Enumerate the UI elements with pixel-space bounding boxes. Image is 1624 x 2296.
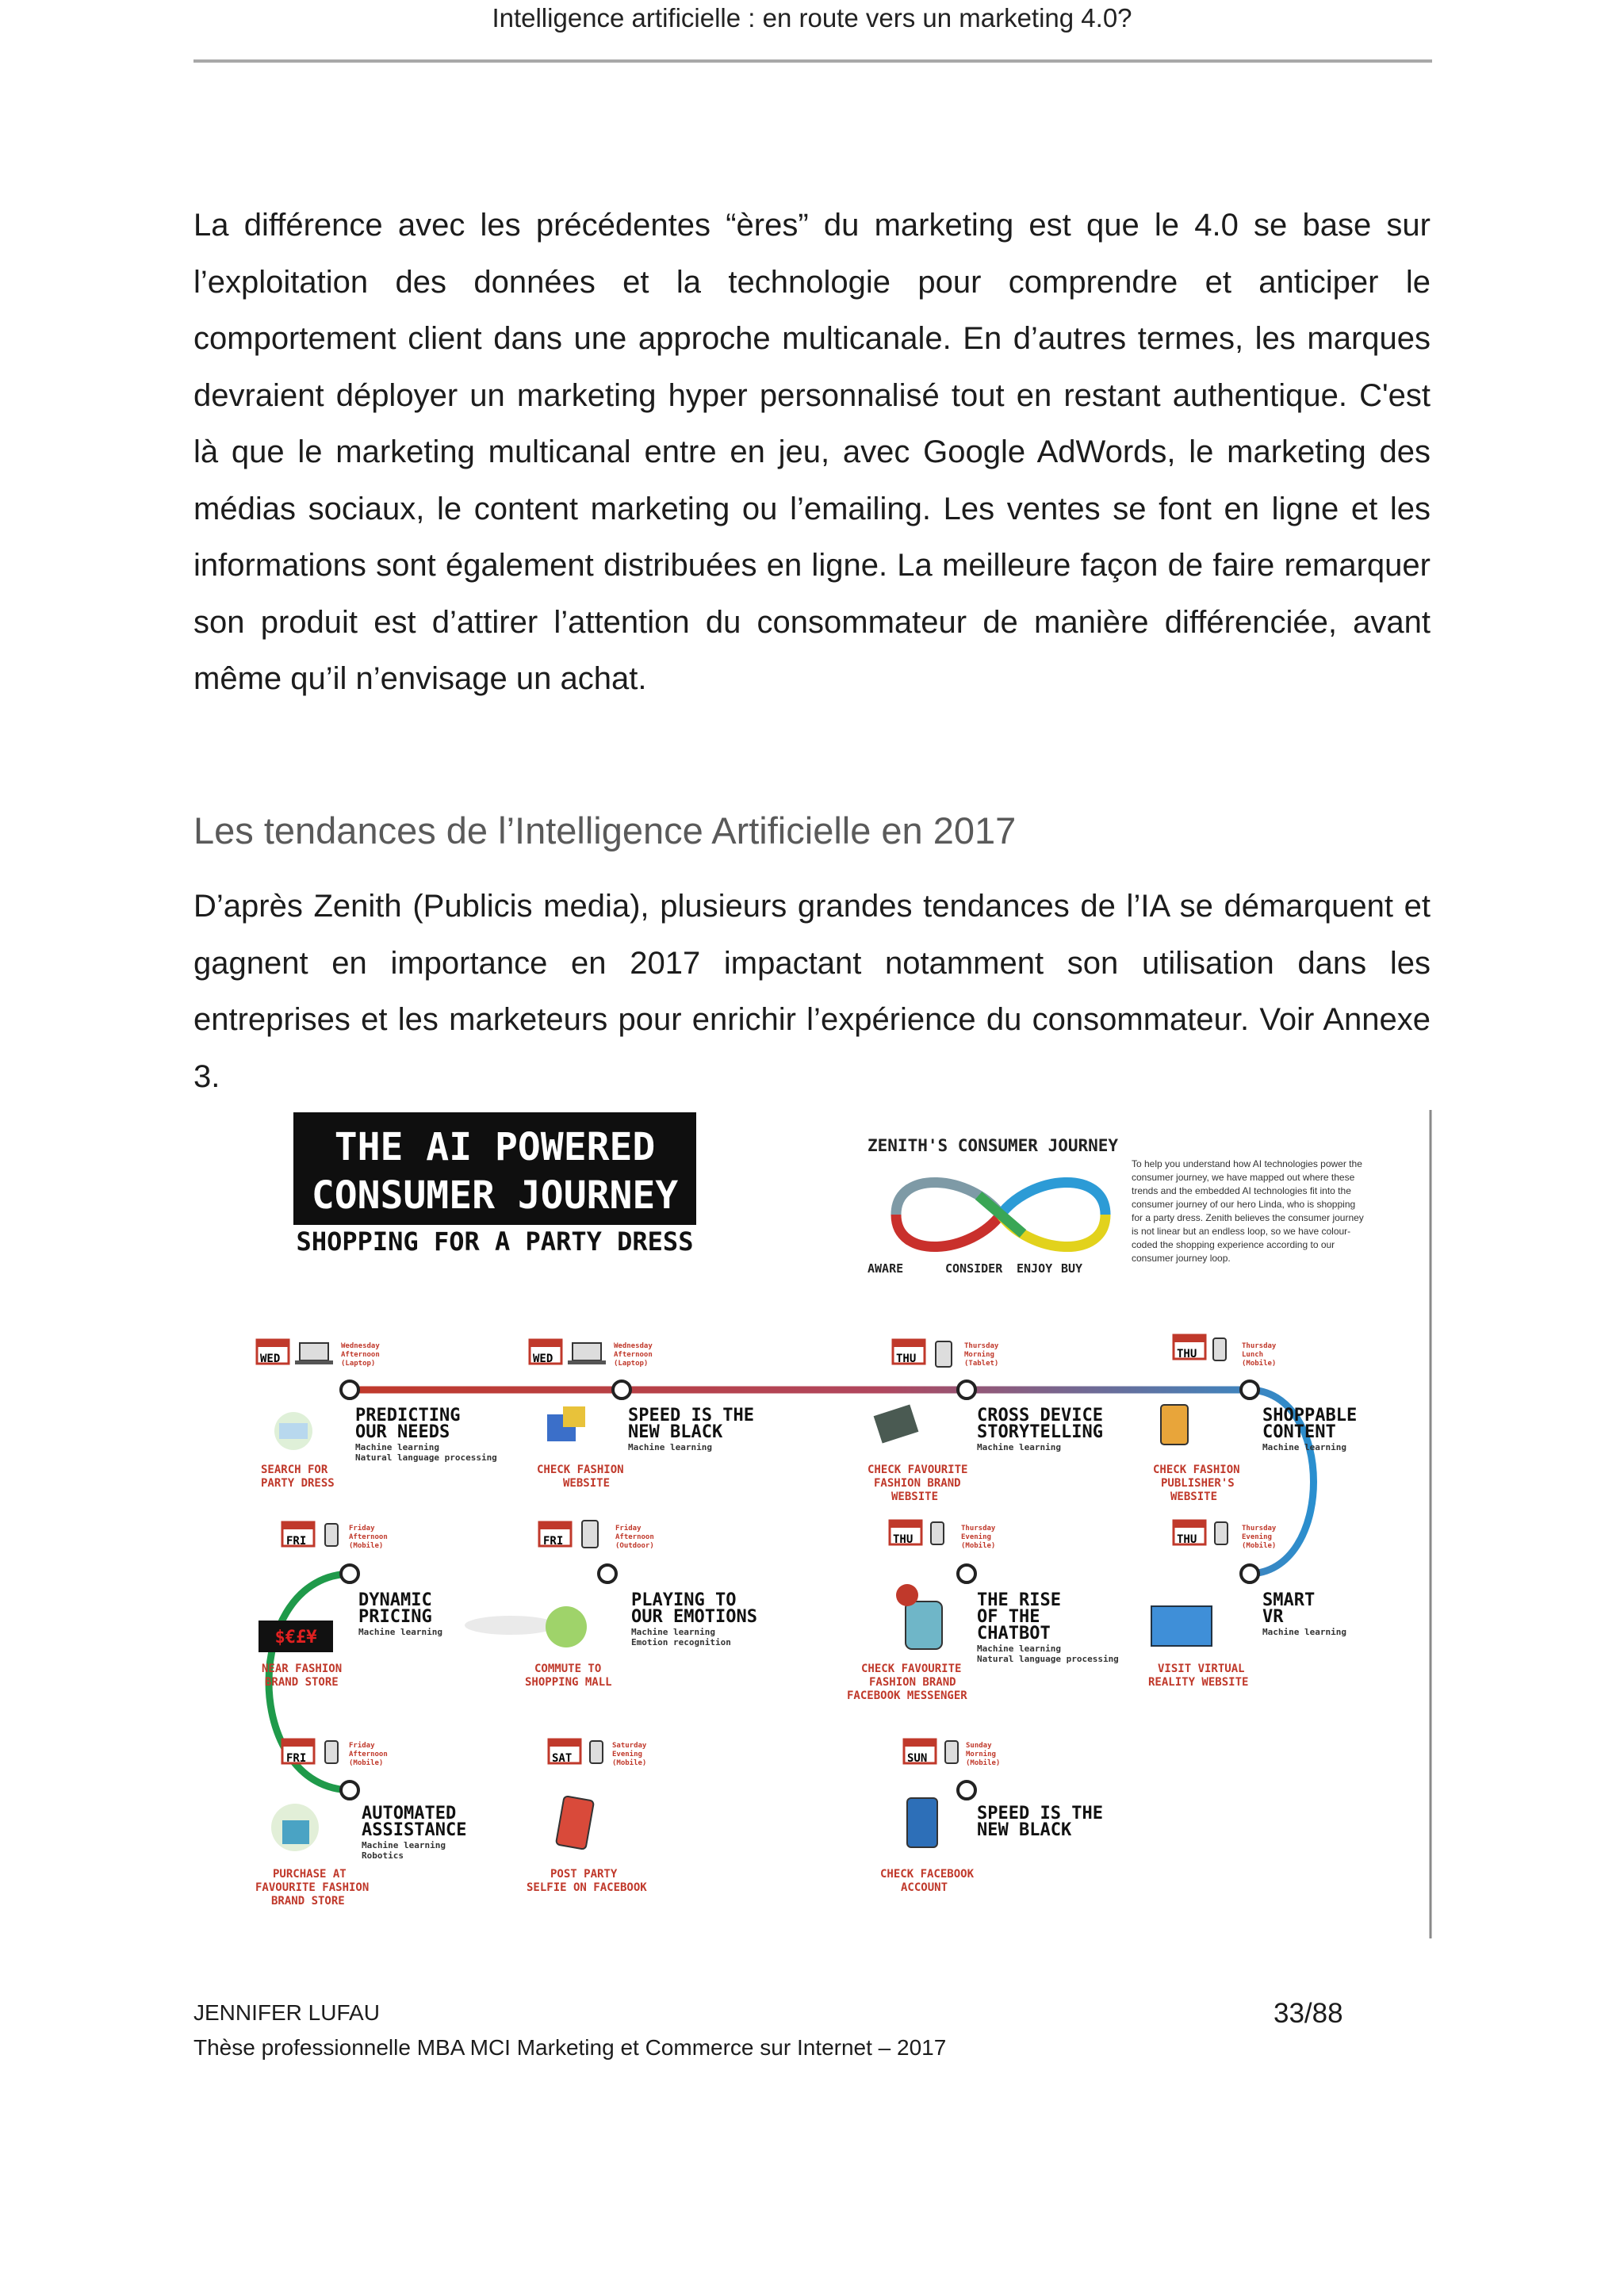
svg-text:CHECK FASHION: CHECK FASHION <box>1153 1464 1240 1476</box>
svg-text:PURCHASE AT: PURCHASE AT <box>273 1868 347 1881</box>
svg-text:(Tablet): (Tablet) <box>964 1360 999 1368</box>
svg-text:PLAYING TO: PLAYING TO <box>631 1590 737 1610</box>
svg-text:THU: THU <box>1177 1348 1197 1360</box>
svg-text:FAVOURITE FASHION: FAVOURITE FASHION <box>255 1881 370 1894</box>
svg-text:Machine learning: Machine learning <box>977 1644 1061 1654</box>
svg-text:BRAND STORE: BRAND STORE <box>265 1676 339 1689</box>
loop-label-consider: CONSIDER <box>945 1261 1003 1276</box>
svg-text:consumer journey of our hero L: consumer journey of our hero Linda, who is shopping <box>1132 1199 1356 1210</box>
svg-text:PARTY DRESS: PARTY DRESS <box>261 1477 335 1490</box>
svg-text:NEW BLACK: NEW BLACK <box>628 1422 723 1442</box>
loop-label-aware: AWARE <box>868 1261 904 1276</box>
step-speed-new-black-2 <box>880 1739 1103 1894</box>
chatbot-robot-icon <box>906 1601 942 1649</box>
svg-text:Natural language processing: Natural language processing <box>977 1654 1119 1664</box>
svg-text:SHOPPABLE: SHOPPABLE <box>1262 1406 1358 1425</box>
journey-node <box>341 1381 358 1399</box>
loop-label-buy: BUY <box>1061 1261 1083 1276</box>
svg-text:FASHION BRAND: FASHION BRAND <box>874 1477 961 1490</box>
infographic-subtitle: SHOPPING FOR A PARTY DRESS <box>296 1226 694 1257</box>
mobile-icon <box>1215 1522 1228 1544</box>
journey-node <box>958 1781 975 1799</box>
svg-text:Saturday: Saturday <box>612 1742 647 1750</box>
step-speed-new-black-1 <box>530 1340 754 1490</box>
selfie-phone-icon <box>556 1796 594 1850</box>
journey-node <box>341 1781 358 1799</box>
step-post-selfie <box>527 1739 647 1894</box>
svg-text:CHATBOT: CHATBOT <box>977 1624 1051 1644</box>
svg-text:Natural language processing: Natural language processing <box>355 1452 497 1463</box>
svg-text:NEAR FASHION: NEAR FASHION <box>262 1663 343 1675</box>
svg-text:Thursday: Thursday <box>964 1342 999 1350</box>
svg-text:(Mobile): (Mobile) <box>349 1542 384 1550</box>
svg-text:Evening: Evening <box>961 1533 991 1541</box>
mobile-icon <box>945 1741 958 1763</box>
svg-text:THU: THU <box>896 1353 917 1365</box>
svg-text:SAT: SAT <box>552 1752 573 1765</box>
zenith-description <box>1132 1158 1364 1264</box>
mobile-icon <box>590 1741 603 1763</box>
loop-label-enjoy: ENJOY <box>1017 1261 1053 1276</box>
footer-thesis: Thèse professionnelle MBA MCI Marketing et Commerce sur Internet – 2017 <box>193 2035 947 2060</box>
svg-text:Morning: Morning <box>966 1751 996 1758</box>
svg-text:DYNAMIC: DYNAMIC <box>358 1590 432 1610</box>
step-automated-assistance <box>255 1739 466 1908</box>
svg-text:Afternoon: Afternoon <box>615 1533 654 1541</box>
svg-text:To help you understand how AI: To help you understand how AI technologies power the <box>1132 1158 1362 1169</box>
mobile-icon <box>582 1521 598 1548</box>
svg-text:STORYTELLING: STORYTELLING <box>977 1422 1103 1442</box>
tablet-icon <box>936 1341 952 1367</box>
facebook-phone-icon <box>907 1798 937 1847</box>
infinity-loop-icon <box>896 1182 1105 1246</box>
svg-text:coded the shopping experience: coded the shopping experience according to our <box>1132 1239 1335 1250</box>
section-heading: Les tendances de l’Intelligence Artificielle en 2017 <box>193 809 1017 851</box>
svg-text:is not linear but an endless l: is not linear but an endless loop, so we have colour- <box>1132 1226 1351 1237</box>
mobile-icon <box>325 1741 338 1763</box>
svg-text:VR: VR <box>1262 1607 1284 1627</box>
svg-text:BRAND STORE: BRAND STORE <box>271 1895 345 1908</box>
svg-text:WED: WED <box>533 1353 553 1365</box>
svg-text:Friday: Friday <box>615 1525 642 1533</box>
svg-text:CHECK FAVOURITE: CHECK FAVOURITE <box>868 1464 968 1476</box>
vr-headset-icon <box>1151 1606 1212 1646</box>
svg-text:CONTENT: CONTENT <box>1262 1422 1336 1442</box>
step-dynamic-pricing <box>259 1522 442 1689</box>
journey-node <box>1241 1565 1258 1582</box>
mobile-icon <box>325 1524 338 1546</box>
svg-text:consumer journey loop.: consumer journey loop. <box>1132 1253 1231 1264</box>
laptop-icon <box>573 1343 601 1360</box>
step-cross-device <box>868 1340 1103 1503</box>
svg-text:PREDICTING: PREDICTING <box>355 1406 461 1425</box>
step-predicting-needs <box>257 1340 497 1490</box>
infographic-title-1: THE AI POWERED <box>334 1125 656 1169</box>
svg-text:Afternoon: Afternoon <box>614 1351 653 1359</box>
svg-text:Afternoon: Afternoon <box>349 1751 388 1758</box>
svg-text:FRI: FRI <box>286 1535 307 1548</box>
svg-text:WEBSITE: WEBSITE <box>891 1490 939 1503</box>
svg-text:$€£¥: $€£¥ <box>274 1628 317 1647</box>
svg-text:THU: THU <box>1177 1533 1197 1546</box>
svg-text:SELFIE ON FACEBOOK: SELFIE ON FACEBOOK <box>527 1881 647 1894</box>
svg-text:SHOPPING MALL: SHOPPING MALL <box>525 1676 612 1689</box>
svg-text:WEBSITE: WEBSITE <box>563 1477 611 1490</box>
svg-text:SUN: SUN <box>907 1752 928 1765</box>
svg-text:(Mobile): (Mobile) <box>349 1759 384 1767</box>
svg-text:ACCOUNT: ACCOUNT <box>901 1881 948 1894</box>
infographic-figure <box>193 1110 1432 1938</box>
journey-node <box>599 1565 616 1582</box>
step-smart-vr <box>1148 1521 1346 1689</box>
svg-text:Thursday: Thursday <box>961 1525 996 1533</box>
svg-text:CHECK FASHION: CHECK FASHION <box>537 1464 624 1476</box>
svg-text:OUR NEEDS: OUR NEEDS <box>355 1422 450 1442</box>
footer-author: JENNIFER LUFAU <box>193 2000 380 2025</box>
svg-text:trends and the embedded AI tec: trends and the embedded AI technologies fit into the <box>1132 1185 1351 1196</box>
body-paragraph-2: D’après Zenith (Publicis media), plusieurs grandes tendances de l’IA se démarquent et gagnent en importance en 2017 impactant notamment son utilisation dans les entreprises et les marketeurs pour enrichir l’expérience du consommateur. Voir Annexe 3. <box>193 889 1431 1094</box>
phone-content-icon <box>1161 1405 1188 1445</box>
svg-text:CROSS DEVICE: CROSS DEVICE <box>977 1406 1103 1425</box>
svg-text:Emotion recognition: Emotion recognition <box>631 1637 731 1647</box>
svg-text:Machine learning: Machine learning <box>628 1442 712 1452</box>
svg-text:Machine learning: Machine learning <box>631 1627 715 1637</box>
motion-trail-icon <box>465 1616 557 1635</box>
svg-text:REALITY WEBSITE: REALITY WEBSITE <box>1148 1676 1249 1689</box>
svg-text:Machine learning: Machine learning <box>977 1442 1061 1452</box>
svg-text:Afternoon: Afternoon <box>349 1533 388 1541</box>
svg-text:Lunch: Lunch <box>1242 1351 1264 1359</box>
svg-text:VISIT VIRTUAL: VISIT VIRTUAL <box>1158 1663 1245 1675</box>
svg-text:WEBSITE: WEBSITE <box>1170 1490 1218 1503</box>
svg-text:SMART: SMART <box>1262 1590 1316 1610</box>
svg-text:(Mobile): (Mobile) <box>612 1759 647 1767</box>
laptop-icon <box>300 1343 328 1360</box>
svg-text:Machine learning: Machine learning <box>358 1627 442 1637</box>
header-divider <box>193 59 1432 63</box>
svg-text:NEW BLACK: NEW BLACK <box>977 1820 1072 1840</box>
svg-text:Friday: Friday <box>349 1525 375 1533</box>
svg-text:FACEBOOK MESSENGER: FACEBOOK MESSENGER <box>847 1689 967 1702</box>
svg-text:Thursday: Thursday <box>1242 1342 1277 1350</box>
svg-text:Wednesday: Wednesday <box>614 1342 653 1350</box>
svg-text:Evening: Evening <box>612 1751 642 1758</box>
svg-text:Evening: Evening <box>1242 1533 1272 1541</box>
svg-text:OF THE: OF THE <box>977 1607 1040 1627</box>
svg-text:CHECK FAVOURITE: CHECK FAVOURITE <box>861 1663 962 1675</box>
journey-node <box>613 1381 630 1399</box>
journey-node <box>958 1565 975 1582</box>
mobile-icon <box>931 1522 944 1544</box>
svg-text:for a party dress. Zenith beli: for a party dress. Zenith believes the consumer journey <box>1132 1212 1364 1223</box>
svg-text:ASSISTANCE: ASSISTANCE <box>362 1820 467 1840</box>
svg-text:Thursday: Thursday <box>1242 1525 1277 1533</box>
svg-text:PUBLISHER'S: PUBLISHER'S <box>1161 1477 1235 1490</box>
emotion-face-icon <box>546 1606 587 1647</box>
svg-text:Machine learning: Machine learning <box>1262 1442 1346 1452</box>
svg-text:Robotics: Robotics <box>362 1850 404 1861</box>
svg-text:(Mobile): (Mobile) <box>966 1759 1001 1767</box>
svg-text:(Mobile): (Mobile) <box>1242 1542 1277 1550</box>
svg-text:CHECK FACEBOOK: CHECK FACEBOOK <box>880 1868 975 1881</box>
devices-icon <box>874 1404 919 1443</box>
zenith-title: ZENITH'S CONSUMER JOURNEY <box>868 1136 1119 1155</box>
svg-text:OUR EMOTIONS: OUR EMOTIONS <box>631 1607 757 1627</box>
svg-text:FASHION BRAND: FASHION BRAND <box>869 1676 956 1689</box>
svg-text:SPEED IS THE: SPEED IS THE <box>628 1406 754 1425</box>
step-shoppable-content <box>1153 1335 1357 1503</box>
svg-text:AUTOMATED: AUTOMATED <box>362 1804 457 1823</box>
journey-node <box>958 1381 975 1399</box>
svg-text:FRI: FRI <box>286 1752 307 1765</box>
svg-text:(Outdoor): (Outdoor) <box>615 1542 654 1550</box>
svg-text:Wednesday: Wednesday <box>341 1342 380 1350</box>
svg-text:SEARCH FOR: SEARCH FOR <box>261 1464 328 1476</box>
svg-text:COMMUTE TO: COMMUTE TO <box>534 1663 602 1675</box>
svg-text:Friday: Friday <box>349 1742 375 1750</box>
svg-text:FRI: FRI <box>543 1535 564 1548</box>
infographic-title-2: CONSUMER JOURNEY <box>311 1173 679 1218</box>
svg-text:POST PARTY: POST PARTY <box>550 1868 618 1881</box>
page-number: 33/88 <box>1274 1998 1343 2029</box>
svg-text:Sunday: Sunday <box>966 1742 992 1750</box>
svg-text:(Laptop): (Laptop) <box>614 1360 649 1368</box>
journey-node <box>1241 1381 1258 1399</box>
svg-text:(Mobile): (Mobile) <box>1242 1360 1277 1368</box>
svg-text:consumer journey, we have mapp: consumer journey, we have mapped out where these <box>1132 1172 1355 1183</box>
step-playing-emotions <box>465 1521 757 1689</box>
journey-node <box>341 1565 358 1582</box>
running-header: Intelligence artificielle : en route vers un marketing 4.0? <box>492 3 1132 33</box>
svg-text:Machine learning: Machine learning <box>362 1840 446 1850</box>
svg-text:Machine learning: Machine learning <box>355 1442 439 1452</box>
body-paragraph-1: La différence avec les précédentes “ères” du marketing est que le 4.0 se base sur l’exploitation des données et la technologie pour comprendre et anticiper le comportement client dans une approche multicanale. En d’autres termes, les marques devraient déployer un marketing hyper personnalisé tout en restant authentique. C'est là que le marketing multicanal entre en jeu, avec Google AdWords, le marketing des médias sociaux, le content marketing ou l’emailing. Les ventes se font en ligne et les informations sont également distribuées en ligne. La meilleure façon de faire remarquer son produit est d’attirer l’attention du consommateur de manière différenciée, avant même qu’il n’envisage un achat. <box>193 208 1431 696</box>
journey-track <box>269 1390 1431 1790</box>
svg-text:PRICING: PRICING <box>358 1607 432 1627</box>
svg-text:THE RISE: THE RISE <box>977 1590 1061 1610</box>
svg-text:THU: THU <box>893 1533 914 1546</box>
svg-text:Machine learning: Machine learning <box>1262 1627 1346 1637</box>
svg-text:(Mobile): (Mobile) <box>961 1542 996 1550</box>
step-rise-of-chatbot <box>847 1521 1119 1702</box>
svg-text:(Laptop): (Laptop) <box>341 1360 376 1368</box>
mobile-icon <box>1213 1338 1226 1360</box>
svg-text:SPEED IS THE: SPEED IS THE <box>977 1804 1103 1823</box>
svg-text:Morning: Morning <box>964 1351 994 1359</box>
svg-text:WED: WED <box>260 1353 281 1365</box>
svg-text:Afternoon: Afternoon <box>341 1351 380 1359</box>
